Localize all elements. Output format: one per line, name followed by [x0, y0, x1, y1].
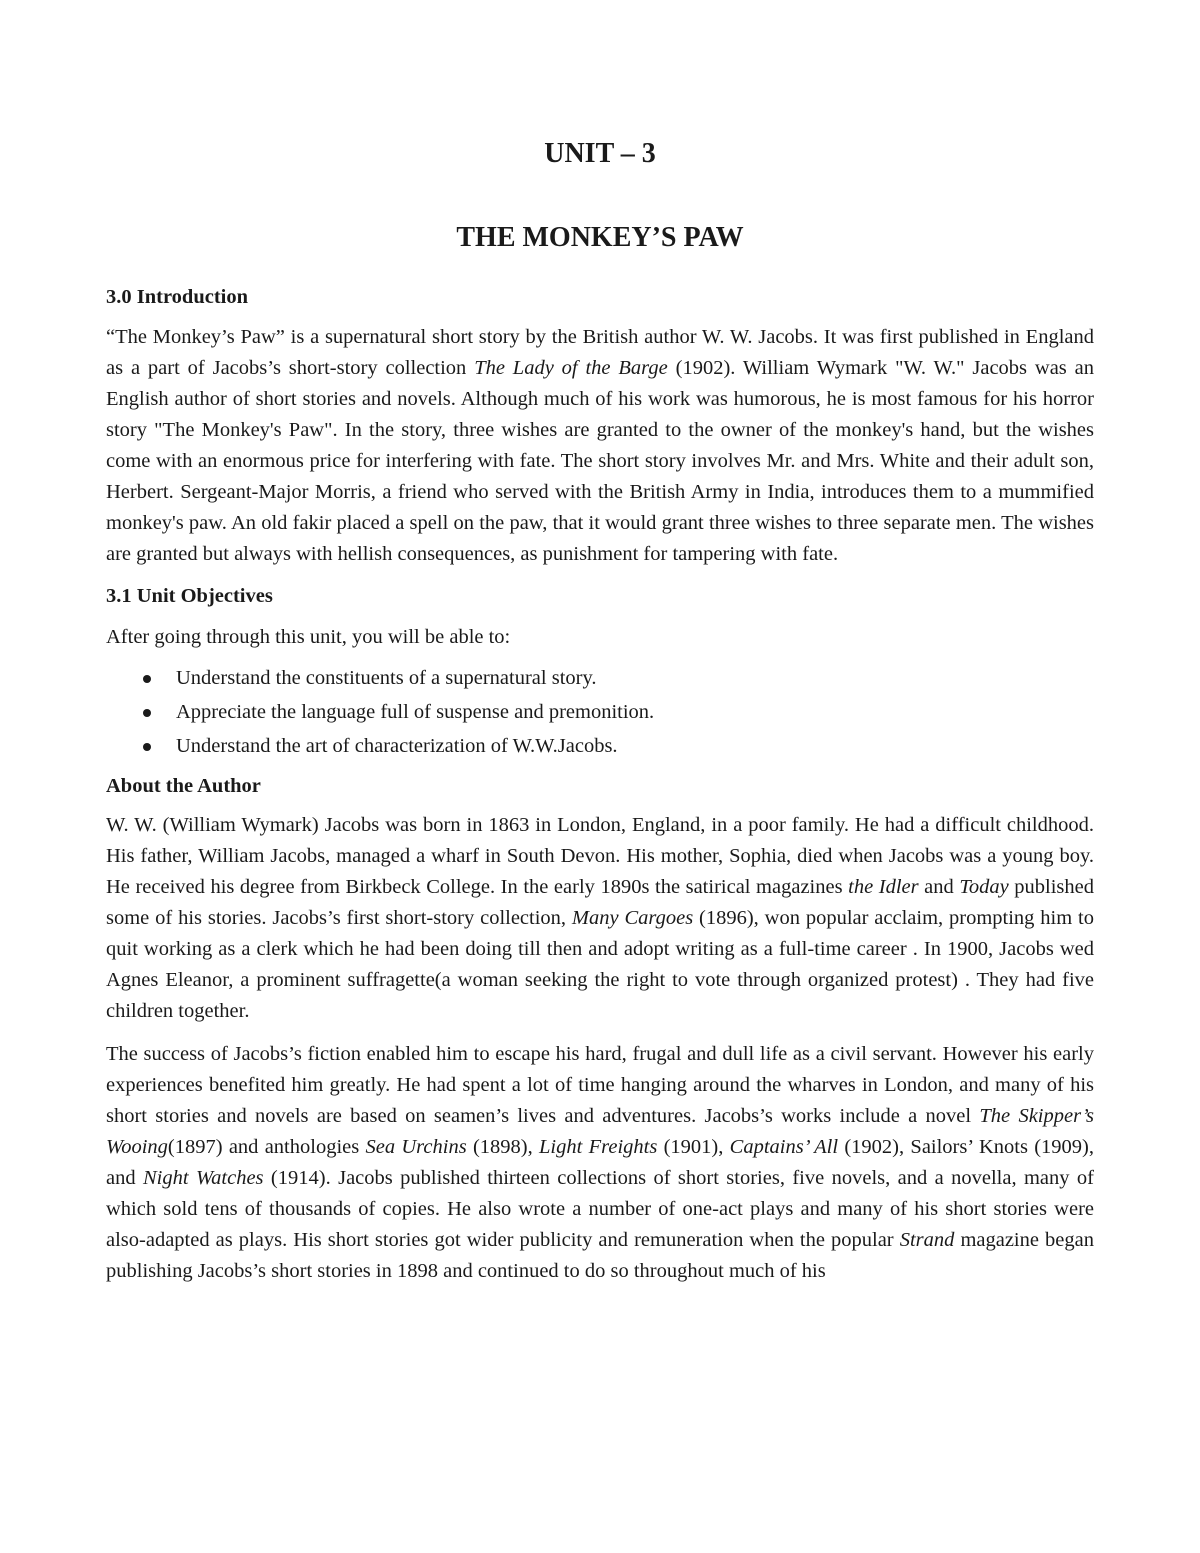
anthology-title-sea-urchins: Sea Urchins	[365, 1136, 467, 1158]
author-text: (1897) and anthologies	[167, 1136, 366, 1158]
magazine-title-idler: the Idler	[848, 876, 919, 898]
author-text: and	[918, 876, 960, 898]
author-text: (1914). Jacobs published thirteen collections of short stories, five novels, and a novella, many of which sold tens of thousands of copies. He also wrote a number of one-act plays and many of his short stories were also-adapted as plays. His short stories got wider publicity and remuneration when the popular	[106, 1167, 1094, 1251]
novel-title-skippers-wooing: The Skipper’s Wooing	[106, 1105, 1094, 1158]
author-text: published some of his stories. Jacobs’s first short-story collection,	[106, 876, 1094, 929]
anthology-title-captains-all: Captains’ All	[729, 1136, 839, 1158]
objectives-lead: After going through this unit, you will be able to:	[106, 626, 511, 648]
author-text: (1896), won popular acclaim, prompting him to quit working as a clerk which he had been doing till then and adopt writing as a full-time career . In 1900, Jacobs wed Agnes Eleanor, a prominent suffragette(a woman seeking the right to vote through organized protest) . They had five children together.	[106, 907, 1094, 1022]
author-text: W. W. (William Wymark) Jacobs was born in 1863 in London, England, in a poor family. He had a difficult childhood. His father, William Jacobs, managed a wharf in South Devon. His mother, Sophia, died when Jacobs was a young boy. He received his degree from Birkbeck College. In the early 1890s the satirical magazines	[106, 814, 1094, 898]
unit-heading: UNIT – 3	[544, 138, 656, 169]
about-author-heading: About the Author	[106, 775, 261, 797]
author-text: (1902), Sailors’ Knots (1909), and	[106, 1136, 1094, 1189]
objective-text: Understand the art of characterization of W.W.Jacobs.	[176, 735, 618, 757]
intro-text-1: “The Monkey’s Paw” is a supernatural short story by the British author W. W. Jacobs. It was first published in England as a part of Jacobs’s short-story collection	[106, 326, 1094, 379]
anthology-title-night-watches: Night Watches	[143, 1167, 264, 1189]
introduction-heading: 3.0 Introduction	[106, 286, 249, 308]
magazine-title-today: Today	[959, 876, 1009, 898]
author-text: (1898),	[466, 1136, 540, 1158]
author-text: (1901),	[657, 1136, 730, 1158]
objective-text: Understand the constituents of a supernatural story.	[176, 667, 597, 689]
magazine-title-strand: Strand	[899, 1229, 955, 1251]
objective-text: Appreciate the language full of suspense and premonition.	[176, 701, 655, 723]
story-title: THE MONKEY’S PAW	[456, 222, 744, 253]
list-item	[106, 661, 1094, 695]
book-title-lady-of-the-barge: The Lady of the Barge	[474, 357, 668, 379]
introduction-paragraph	[106, 322, 1094, 570]
list-item	[106, 695, 1094, 729]
author-text: magazine began publishing Jacobs’s short stories in 1898 and continued to do so throughout much of his	[106, 1229, 1094, 1282]
objectives-heading: 3.1 Unit Objectives	[106, 585, 273, 607]
list-item	[106, 729, 1094, 763]
bullet-icon	[143, 743, 151, 751]
document-body	[106, 280, 1094, 1287]
bullet-icon	[143, 675, 151, 683]
author-paragraph-1	[106, 810, 1094, 1027]
book-title-many-cargoes: Many Cargoes	[571, 907, 694, 929]
anthology-title-light-freights: Light Freights	[539, 1136, 658, 1158]
bullet-icon	[143, 709, 151, 717]
objectives-list	[106, 661, 1094, 763]
author-text: The success of Jacobs’s fiction enabled him to escape his hard, frugal and dull life as a civil servant. However his early experiences benefited him greatly. He had spent a lot of time hanging around the wharves in London, and many of his short stories and novels are based on seamen’s lives and adventures. Jacobs’s works include a novel	[106, 1043, 1094, 1127]
intro-text-2: (1902). William Wymark "W. W." Jacobs was an English author of short stories and novels. Although much of his work was humorous, he is most famous for his horror story "The Monkey's Paw". In the story, three wishes are granted to the owner of the monkey's hand, but the wishes come with an enormous price for interfering with fate. The short story involves Mr. and Mrs. White and their adult son, Herbert. Sergeant-Major Morris, a friend who served with the British Army in India, introduces them to a mummified monkey's paw. An old fakir placed a spell on the paw, that it would grant three wishes to three separate men. The wishes are granted but always with hellish consequences, as punishment for tampering with fate.	[106, 357, 1095, 565]
author-paragraph-2	[106, 1039, 1094, 1287]
